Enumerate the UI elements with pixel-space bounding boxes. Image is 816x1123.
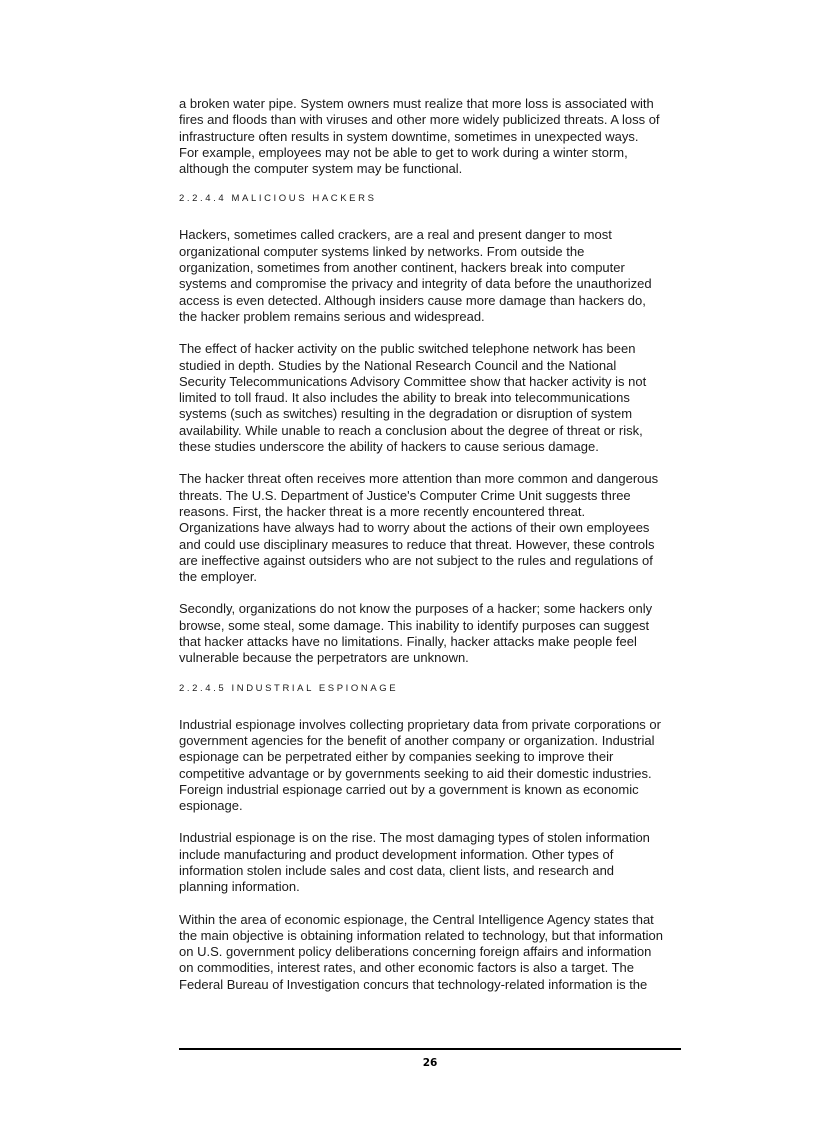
section-heading-industrial-espionage: 2.2.4.5 INDUSTRIAL ESPIONAGE — [179, 682, 399, 694]
paragraph-economic-espionage: Within the area of economic espionage, the Central Intelligence Agency states that the main objective is obtaining information related to technology, but that information on U.S. government policy deliberations concerning foreign affairs and information on commodities, interest rates, and other economic factors is also a target. The Federal Bureau of Investigation concurs that technology-related information is the — [179, 911, 663, 992]
paragraph-espionage-definition: Industrial espionage involves collecting proprietary data from private corporations or government agencies for the benefit of another company or organization. Industrial espionage can be perpetrated either by companies seeking to improve their competitive advantage or by governments seeking to aid their domestic industries. Foreign industrial espionage carried out by a government is known as economic espionage. — [179, 716, 661, 814]
paragraph-hackers-telephone-network: The effect of hacker activity on the public switched telephone network has been studied in depth. Studies by the National Research Council and the National Security Telecommunications Advisory Committee show that hacker activity is not limited to toll fraud. It also includes the ability to break into telecommunications systems (such as switches) resulting in the degradation or disruption of system availability. While unable to reach a conclusion about the degree of threat or risk, these studies underscore the ability of hackers to cause serious damage. — [179, 341, 647, 455]
section-heading-malicious-hackers: 2.2.4.4 MALICIOUS HACKERS — [179, 193, 377, 205]
footer-divider — [179, 1048, 681, 1050]
paragraph-hackers-definition: Hackers, sometimes called crackers, are a real and present danger to most organizational computer systems linked by networks. From outside the organization, sometimes from another continent, hackers break into computer systems and compromise the privacy and integrity of data before the unauthorized access is even detected. Although insiders cause more damage than hackers do, the hacker problem remains serious and widespread. — [179, 227, 652, 324]
page-number: 26 — [422, 1057, 438, 1069]
paragraph-hackers-purposes: Secondly, organizations do not know the purposes of a hacker; some hackers only browse, some steal, some damage. This inability to identify purposes can suggest that hacker attacks have no limitations. Finally, hacker attacks make people feel vulnerable because the perpetrators are unknown. — [179, 601, 653, 666]
paragraph-intro: a broken water pipe. System owners must realize that more loss is associated with fires and floods than with viruses and other more widely publicized threats. A loss of infrastructure often results in system downtime, sometimes in unexpected ways. For example, employees may not be able to get to work during a winter storm, although the computer system may be functional. — [179, 96, 660, 177]
paragraph-hackers-attention: The hacker threat often receives more attention than more common and dangerous threats. The U.S. Department of Justice's Computer Crime Unit suggests three reasons. First, the hacker threat is a more recently encountered threat. Organizations have always had to worry about the actions of their own employees and could use disciplinary measures to reduce that threat. However, these controls are ineffective against outsiders who are not subject to the rules and regulations of the employer. — [179, 471, 659, 585]
page-body — [179, 96, 689, 993]
paragraph-espionage-rise: Industrial espionage is on the rise. The most damaging types of stolen information include manufacturing and product development information. Other types of information stolen include sales and cost data, client lists, and research and planning information. — [179, 830, 650, 895]
